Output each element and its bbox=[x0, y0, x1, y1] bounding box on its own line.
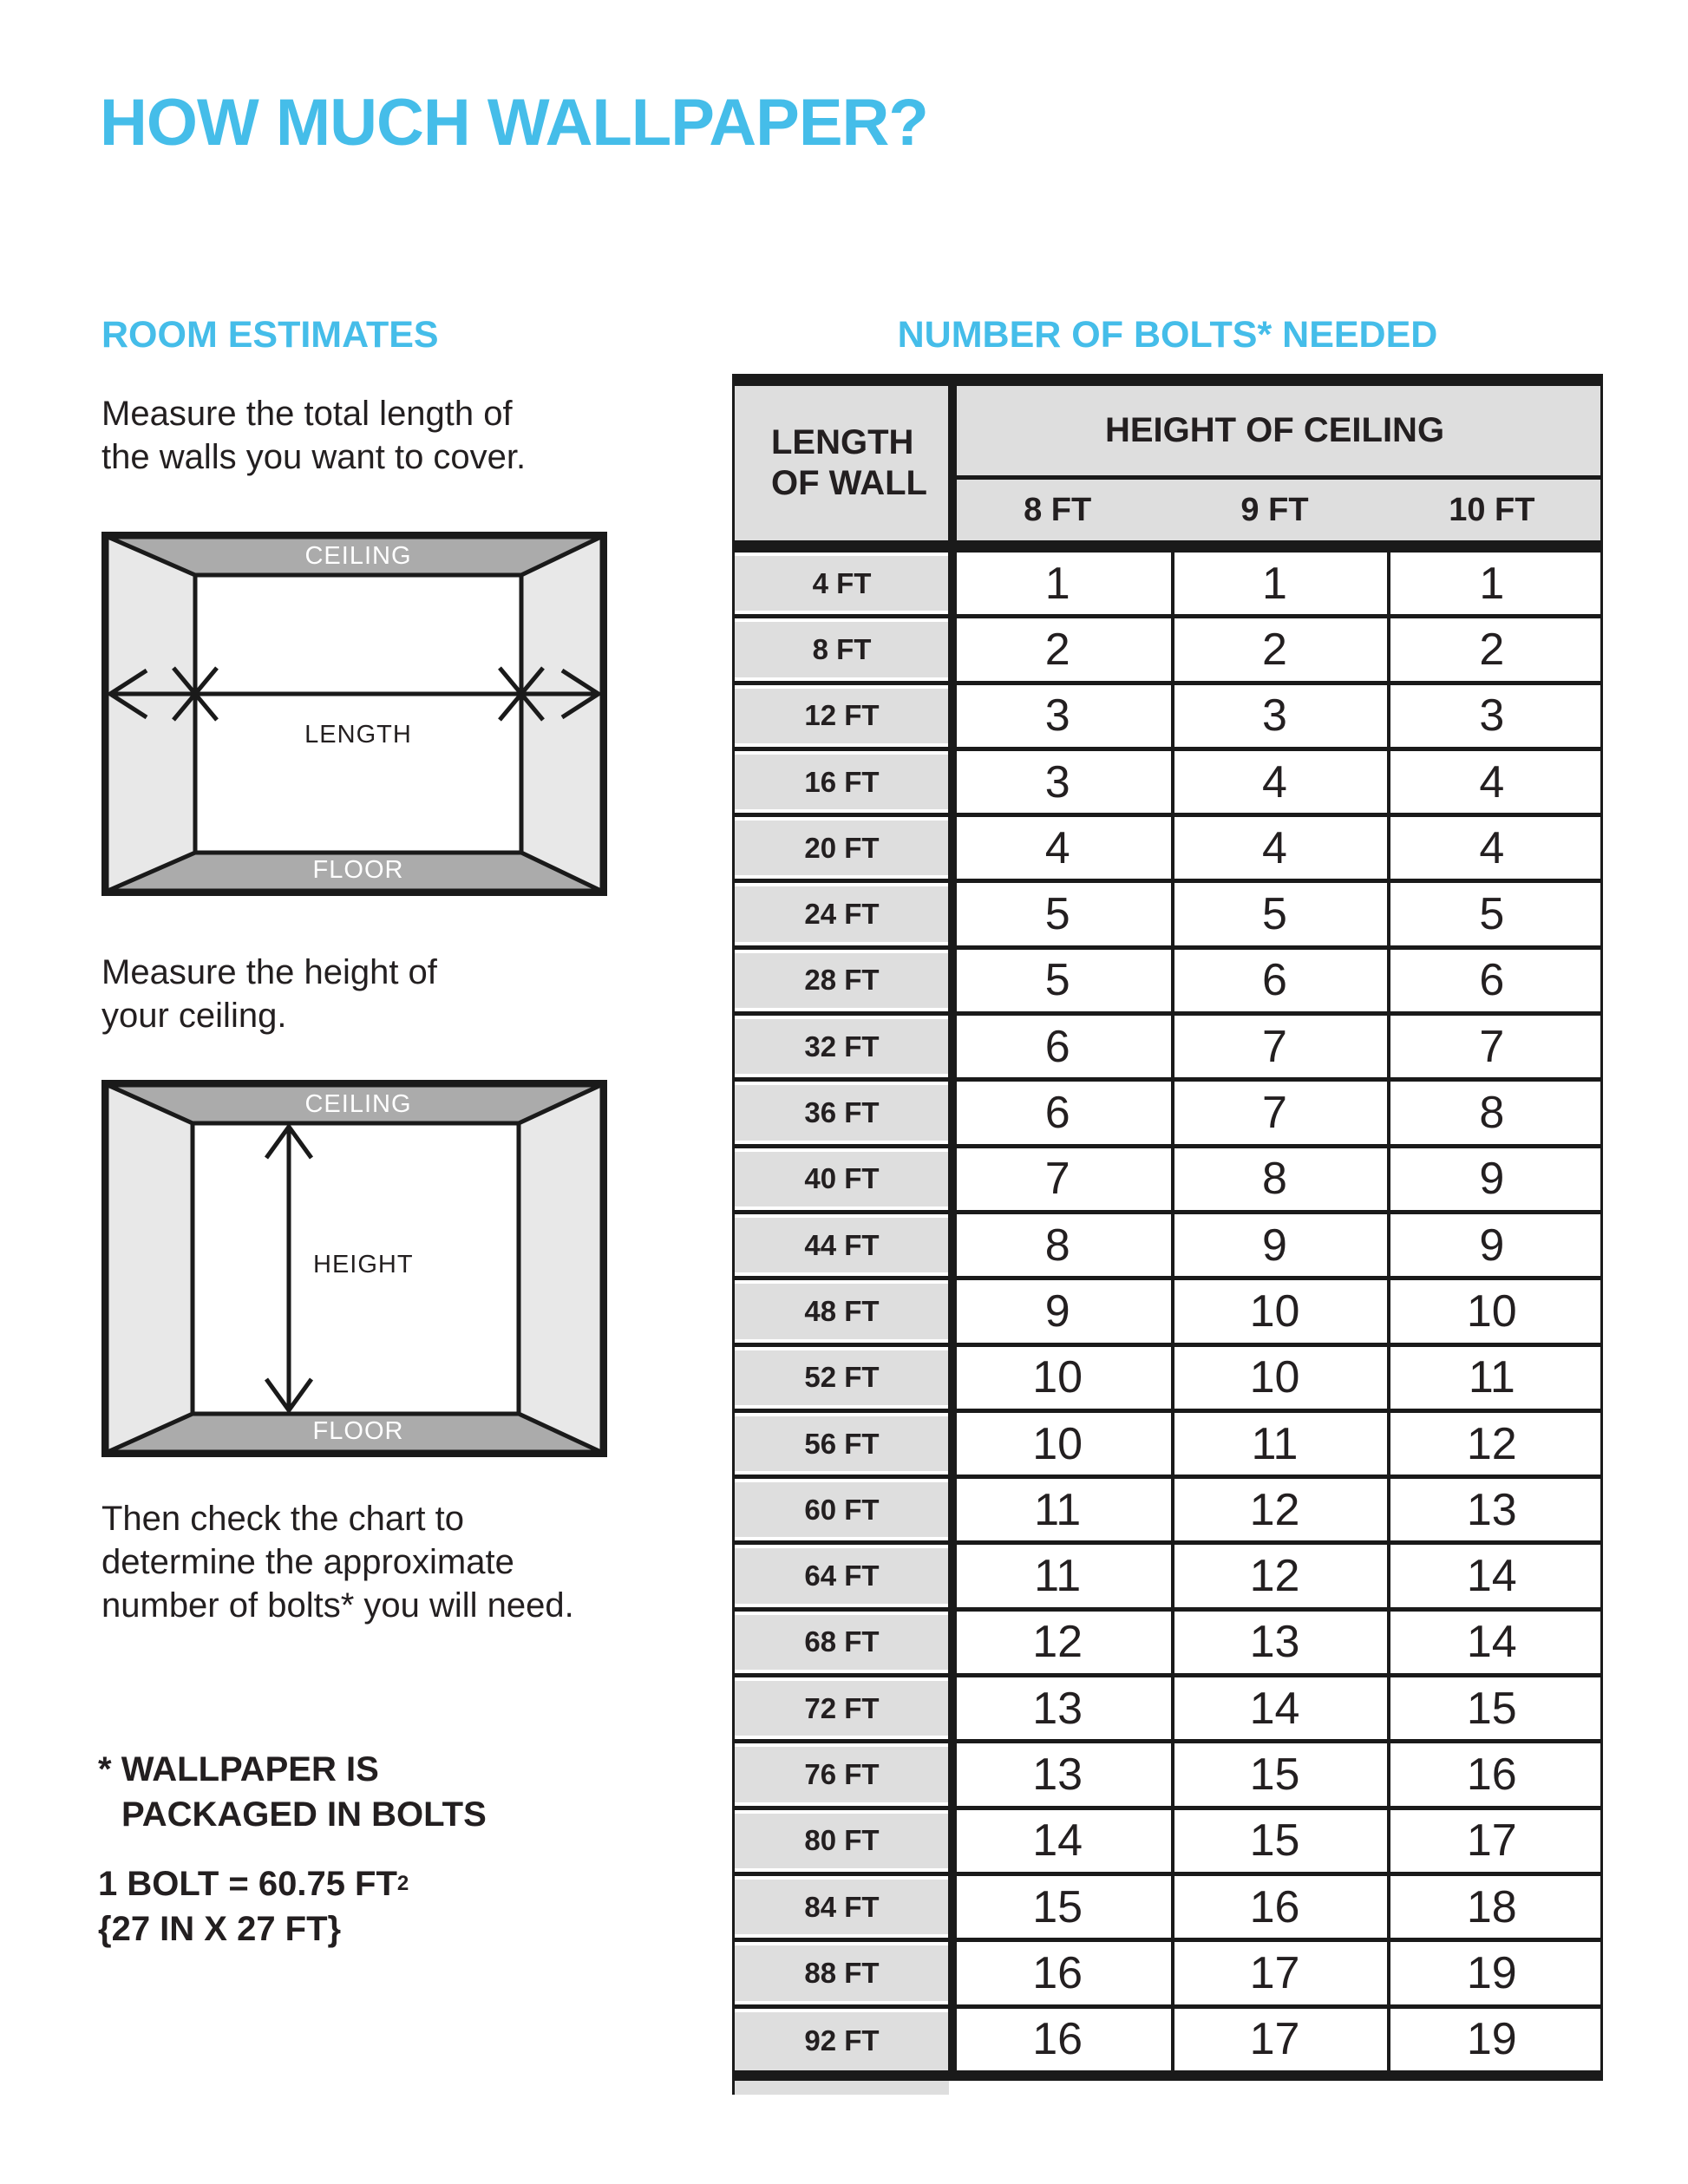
gray-column-stub bbox=[732, 2081, 949, 2095]
bolt-dimensions-line: {27 IN X 27 FT} bbox=[98, 1910, 342, 1948]
row-value: 3 bbox=[1044, 756, 1070, 808]
row-value: 11 bbox=[1468, 1352, 1515, 1403]
row-value: 1 bbox=[1262, 558, 1287, 609]
row-label: 72 FT bbox=[735, 1681, 949, 1736]
room-height-diagram bbox=[101, 1080, 607, 1461]
row-label: 24 FT bbox=[735, 886, 949, 941]
row-value: 5 bbox=[1262, 889, 1287, 940]
back-wall-shape bbox=[195, 575, 521, 853]
row-label: 56 FT bbox=[735, 1416, 949, 1471]
superscript-2: 2 bbox=[396, 1872, 409, 1895]
row-value: 6 bbox=[1044, 1088, 1070, 1139]
row-label: 84 FT bbox=[735, 1880, 949, 1934]
row-value: 9 bbox=[1262, 1220, 1287, 1271]
row-value: 6 bbox=[1479, 955, 1505, 1006]
row-value: 7 bbox=[1479, 1021, 1505, 1072]
instruction-line: your ceiling. bbox=[101, 997, 287, 1035]
row-value: 10 bbox=[1249, 1352, 1300, 1403]
row-value: 10 bbox=[1032, 1352, 1083, 1403]
row-label: 80 FT bbox=[735, 1814, 949, 1868]
row-value: 5 bbox=[1479, 889, 1505, 940]
height-label: HEIGHT bbox=[313, 1251, 414, 1278]
row-value: 11 bbox=[1034, 1551, 1082, 1602]
row-value: 19 bbox=[1466, 1947, 1517, 1998]
row-value: 14 bbox=[1032, 1815, 1083, 1867]
table-row bbox=[735, 1677, 1600, 1743]
row-value: 4 bbox=[1479, 822, 1505, 873]
row-label: 40 FT bbox=[735, 1152, 949, 1206]
table-row bbox=[735, 1148, 1600, 1214]
row-value: 17 bbox=[1249, 2014, 1300, 2065]
row-value: 19 bbox=[1466, 2014, 1517, 2065]
instruction-line: Measure the total length of bbox=[101, 395, 513, 433]
length-of-wall-header: LENGTH OF WALL bbox=[771, 423, 927, 502]
room-estimates-heading: ROOM ESTIMATES bbox=[101, 314, 439, 356]
row-label: 4 FT bbox=[735, 556, 949, 611]
instruction-measure-length bbox=[101, 392, 526, 479]
table-row bbox=[735, 618, 1600, 684]
row-value: 9 bbox=[1479, 1220, 1505, 1271]
row-value: 10 bbox=[1032, 1418, 1083, 1469]
row-value: 14 bbox=[1466, 1551, 1517, 1602]
table-row bbox=[735, 1743, 1600, 1809]
table-row bbox=[735, 1082, 1600, 1148]
table-row bbox=[735, 1876, 1600, 1942]
ceiling-label: CEILING bbox=[304, 542, 412, 570]
row-value: 12 bbox=[1249, 1484, 1300, 1535]
row-label: 68 FT bbox=[735, 1615, 949, 1670]
row-value: 1 bbox=[1479, 558, 1505, 609]
table-row bbox=[735, 553, 1600, 618]
ceiling-height-subheaders bbox=[949, 480, 1600, 540]
instruction-line: determine the approximate bbox=[101, 1543, 514, 1581]
row-value: 6 bbox=[1262, 955, 1287, 1006]
row-label: 76 FT bbox=[735, 1747, 949, 1801]
row-value: 16 bbox=[1249, 1881, 1300, 1932]
row-label: 32 FT bbox=[735, 1019, 949, 1074]
table-row bbox=[735, 1479, 1600, 1545]
subheader-10ft: 10 FT bbox=[1449, 491, 1535, 528]
row-value: 3 bbox=[1479, 690, 1505, 742]
row-label: 12 FT bbox=[735, 689, 949, 743]
row-value: 17 bbox=[1466, 1815, 1517, 1867]
row-label: 64 FT bbox=[735, 1548, 949, 1603]
table-row bbox=[735, 1280, 1600, 1346]
floor-label: FLOOR bbox=[312, 1417, 404, 1445]
footnote-line: * WALLPAPER IS bbox=[98, 1750, 379, 1788]
table-row bbox=[735, 1942, 1600, 2008]
row-label: 16 FT bbox=[735, 755, 949, 809]
row-label: 48 FT bbox=[735, 1284, 949, 1338]
asterisk: * bbox=[98, 1750, 112, 1788]
row-label: 52 FT bbox=[735, 1350, 949, 1405]
row-value: 8 bbox=[1044, 1220, 1070, 1271]
row-value: 16 bbox=[1032, 2014, 1083, 2065]
row-value: 7 bbox=[1044, 1154, 1070, 1205]
table-row bbox=[735, 751, 1600, 817]
table-bottom-border bbox=[732, 2070, 1603, 2081]
row-value: 14 bbox=[1249, 1683, 1300, 1734]
instruction-check-chart bbox=[101, 1497, 574, 1627]
row-value: 7 bbox=[1262, 1088, 1287, 1139]
row-value: 18 bbox=[1466, 1881, 1517, 1932]
row-value: 13 bbox=[1249, 1617, 1300, 1668]
header-bottom-border bbox=[732, 540, 1603, 553]
table-row bbox=[735, 2009, 1600, 2070]
row-value: 13 bbox=[1032, 1749, 1083, 1800]
bolts-footnote bbox=[98, 1747, 487, 1837]
row-value: 3 bbox=[1262, 690, 1287, 742]
page-title: HOW MUCH WALLPAPER? bbox=[100, 86, 928, 160]
instruction-line: the walls you want to cover. bbox=[101, 438, 527, 476]
row-value: 14 bbox=[1466, 1617, 1517, 1668]
table-row bbox=[735, 817, 1600, 883]
thin-column-divider bbox=[1387, 553, 1390, 2075]
thick-column-divider bbox=[948, 386, 957, 2075]
row-value: 10 bbox=[1249, 1285, 1300, 1337]
row-label: 92 FT bbox=[735, 2012, 949, 2070]
row-value: 9 bbox=[1044, 1285, 1070, 1337]
bolts-table bbox=[732, 374, 1603, 2099]
row-value: 16 bbox=[1466, 1749, 1517, 1800]
row-value: 4 bbox=[1262, 756, 1287, 808]
table-row bbox=[735, 883, 1600, 949]
row-value: 16 bbox=[1032, 1947, 1083, 1998]
row-value: 13 bbox=[1032, 1683, 1083, 1734]
row-label: 8 FT bbox=[735, 622, 949, 677]
row-value: 5 bbox=[1044, 955, 1070, 1006]
row-value: 3 bbox=[1044, 690, 1070, 742]
table-row bbox=[735, 1612, 1600, 1677]
bolt-size-line: 1 BOLT = 60.75 $FT^2$ bbox=[98, 1865, 409, 1903]
row-value: 8 bbox=[1479, 1088, 1505, 1139]
row-value: 15 bbox=[1249, 1815, 1300, 1867]
table-body bbox=[732, 553, 1603, 2070]
instruction-line: Measure the height of bbox=[101, 953, 437, 991]
row-label: 44 FT bbox=[735, 1218, 949, 1272]
bolts-needed-heading: NUMBER OF BOLTS* NEEDED bbox=[897, 314, 1438, 356]
row-value: 12 bbox=[1249, 1551, 1300, 1602]
row-value: 2 bbox=[1044, 624, 1070, 675]
instruction-line: number of bolts* you will need. bbox=[101, 1586, 574, 1625]
row-value: 6 bbox=[1044, 1021, 1070, 1072]
table-row bbox=[735, 1347, 1600, 1413]
ceiling-label: CEILING bbox=[304, 1090, 412, 1118]
footnote-line: PACKAGED IN BOLTS bbox=[121, 1795, 487, 1834]
thin-column-divider bbox=[1171, 553, 1174, 2075]
row-value: 15 bbox=[1032, 1881, 1083, 1932]
table-row bbox=[735, 1016, 1600, 1082]
instruction-line: Then check the chart to bbox=[101, 1500, 465, 1538]
row-value: 9 bbox=[1479, 1154, 1505, 1205]
row-value: 4 bbox=[1262, 822, 1287, 873]
row-label: 60 FT bbox=[735, 1482, 949, 1537]
row-value: 5 bbox=[1044, 889, 1070, 940]
table-row bbox=[735, 685, 1600, 751]
table-row bbox=[735, 950, 1600, 1016]
row-value: 2 bbox=[1479, 624, 1505, 675]
room-length-diagram bbox=[101, 532, 607, 900]
instruction-measure-height bbox=[101, 951, 437, 1037]
row-value: 10 bbox=[1466, 1285, 1517, 1337]
row-value: 17 bbox=[1249, 1947, 1300, 1998]
table-row bbox=[735, 1413, 1600, 1479]
subheader-8ft: 8 FT bbox=[1024, 491, 1092, 528]
row-value: 15 bbox=[1249, 1749, 1300, 1800]
row-value: 11 bbox=[1034, 1484, 1082, 1535]
table-row bbox=[735, 1810, 1600, 1876]
row-value: 8 bbox=[1262, 1154, 1287, 1205]
row-label: 28 FT bbox=[735, 953, 949, 1008]
row-value: 12 bbox=[1466, 1418, 1517, 1469]
row-value: 2 bbox=[1262, 624, 1287, 675]
row-value: 7 bbox=[1262, 1021, 1287, 1072]
row-label: 36 FT bbox=[735, 1085, 949, 1140]
table-top-border bbox=[732, 374, 1603, 386]
table-header bbox=[732, 386, 1603, 540]
table-row bbox=[735, 1545, 1600, 1611]
row-value: 15 bbox=[1466, 1683, 1517, 1734]
row-label: 20 FT bbox=[735, 821, 949, 875]
row-label: 88 FT bbox=[735, 1945, 949, 2000]
length-label: LENGTH bbox=[304, 721, 412, 749]
floor-label: FLOOR bbox=[312, 856, 404, 884]
height-of-ceiling-header: HEIGHT OF CEILING bbox=[1104, 411, 1445, 449]
table-row bbox=[735, 1214, 1600, 1280]
row-value: 11 bbox=[1251, 1418, 1299, 1469]
row-value: 12 bbox=[1032, 1617, 1083, 1668]
row-value: 1 bbox=[1044, 558, 1070, 609]
subheader-9ft: 9 FT bbox=[1240, 491, 1309, 528]
row-value: 13 bbox=[1466, 1484, 1517, 1535]
row-value: 4 bbox=[1479, 756, 1505, 808]
row-value: 4 bbox=[1044, 822, 1070, 873]
